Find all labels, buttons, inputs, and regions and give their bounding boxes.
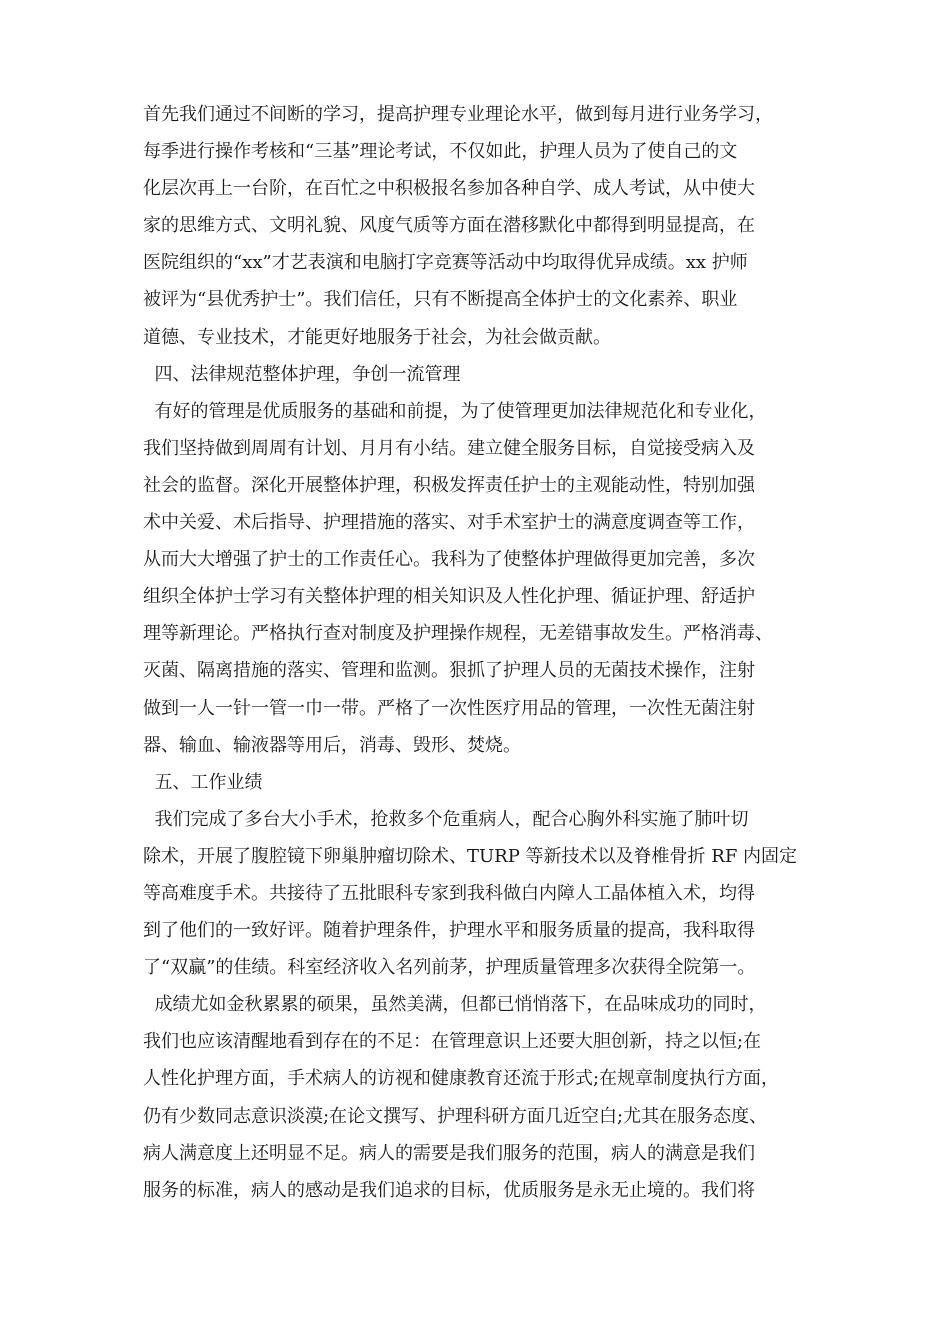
paragraph-line: 医院组织的“xx”才艺表演和电脑打字竞赛等活动中均取得优异成绩。xx 护师: [143, 252, 748, 274]
paragraph-line: 我们完成了多台大小手术，抢救多个危重病人，配合心胸外科实施了肺叶切: [143, 808, 749, 830]
paragraph-line: 病人满意度上还明显不足。病人的需要是我们服务的范围，病人的满意是我们: [143, 1142, 755, 1164]
paragraph-line: 道德、专业技术，才能更好地服务于社会，为社会做贡献。: [143, 326, 611, 348]
section-heading: 五、工作业绩: [143, 771, 263, 793]
paragraph-line: 家的思维方式、文明礼貌、风度气质等方面在潜移默化中都得到明显提高，在: [143, 215, 755, 237]
paragraph-line: 我们也应该清醒地看到存在的不足：在管理意识上还要大胆创新，持之以恒;在: [143, 1031, 762, 1053]
paragraph-line: 被评为“县优秀护士”。我们信任，只有不断提高全体护士的文化素养、职业: [143, 289, 738, 311]
paragraph-line: 人性化护理方面，手术病人的访视和健康教育还流于形式;在规章制度执行方面，: [143, 1068, 780, 1090]
paragraph-line: 成绩尤如金秋累累的硕果，虽然美满，但都已悄悄落下，在品味成功的同时，: [143, 994, 767, 1016]
paragraph-line: 灭菌、隔离措施的落实、管理和监测。狠抓了护理人员的无菌技术操作，注射: [143, 660, 755, 682]
paragraph-line: 社会的监督。深化开展整体护理，积极发挥责任护士的主观能动性，特别加强: [143, 474, 755, 496]
paragraph-line: 到了他们的一致好评。随着护理条件，护理水平和服务质量的提高，我科取得: [143, 920, 755, 942]
paragraph-line: 首先我们通过不间断的学习，提高护理专业理论水平，做到每月进行业务学习，: [143, 104, 773, 125]
section-heading: 四、法律规范整体护理，争创一流管理: [143, 363, 461, 385]
paragraph-line: 理等新理论。严格执行查对制度及护理操作规程，无差错事故发生。严格消毒、: [143, 623, 773, 645]
paragraph-line: 我们坚持做到周周有计划、月月有小结。建立健全服务目标，自觉接受病入及: [143, 437, 755, 459]
paragraph-line: 组织全体护士学习有关整体护理的相关知识及人性化护理、循证护理、舒适护: [143, 586, 755, 608]
paragraph-line: 从而大大增强了护士的工作责任心。我科为了使整体护理做得更加完善，多次: [143, 549, 755, 571]
paragraph-line: 有好的管理是优质服务的基础和前提，为了使管理更加法律规范化和专业化，: [143, 400, 767, 422]
paragraph-line: 化层次再上一台阶，在百忙之中积极报名参加各种自学、成人考试，从中使大: [143, 178, 755, 200]
paragraph-line: 等高难度手术。共接待了五批眼科专家到我科做白内障人工晶体植入术，均得: [143, 882, 755, 904]
paragraph-line: 做到一人一针一管一巾一带。严格了一次性医疗用品的管理，一次性无菌注射: [143, 697, 755, 719]
paragraph-line: 除术，开展了腹腔镜下卵巢肿瘤切除术、TURP 等新技术以及脊椎骨折 RF 内固定: [143, 845, 798, 867]
paragraph-line: 仍有少数同志意识淡漠;在论文撰写、护理科研方面几近空白;尤其在服务态度、: [143, 1105, 768, 1127]
paragraph-line: 服务的标准，病人的感动是我们追求的目标，优质服务是永无止境的。我们将: [143, 1179, 755, 1201]
paragraph-line: 术中关爱、术后指导、护理措施的落实、对手术室护士的满意度调查等工作，: [143, 512, 755, 534]
paragraph-line: 每季进行操作考核和“三基”理论考试，不仅如此，护理人员为了使自己的文: [143, 141, 738, 163]
paragraph-line: 器、输血、输液器等用后，消毒、毁形、焚烧。: [143, 734, 521, 756]
document-body: [143, 96, 823, 1209]
paragraph-line: 了“双赢”的佳绩。科室经济收入名列前茅，护理质量管理多次获得全院第一。: [143, 957, 756, 979]
